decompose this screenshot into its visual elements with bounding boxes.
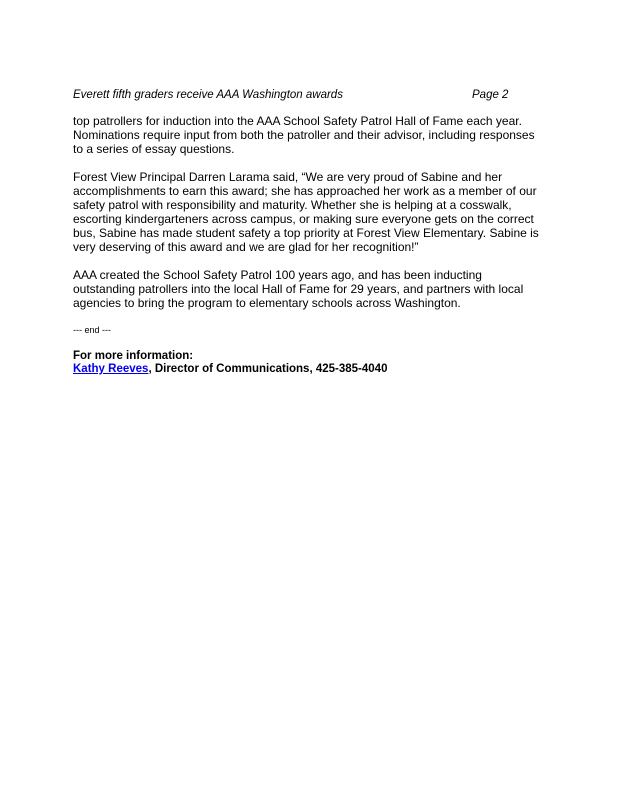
text-line: Nominations require input from both the patroller and their advisor, including responses <box>73 128 535 142</box>
end-marker: --- end --- <box>73 325 111 335</box>
text-line: agencies to bring the program to elementary schools across Washington. <box>73 296 461 310</box>
text-line: to a series of essay questions. <box>73 142 235 156</box>
text-line: accomplishments to earn this award; she has approached her work as a member of our <box>73 184 537 198</box>
text-line: AAA created the School Safety Patrol 100 years ago, and has been inducting <box>73 268 482 282</box>
paragraph-aaa-history <box>73 268 563 310</box>
text-line: outstanding patrollers into the local Hall of Fame for 29 years, and partners with local <box>73 282 524 296</box>
paragraph-nominations <box>73 114 563 156</box>
contact-line <box>73 363 563 376</box>
page-number: Page 2 <box>472 89 509 101</box>
paragraph-principal-quote <box>73 170 563 254</box>
header-title: Everett fifth graders receive AAA Washington awards <box>73 89 343 101</box>
contact-details: , Director of Communications, 425-385-4040 <box>148 363 388 375</box>
text-line: Forest View Principal Darren Larama said, “We are very proud of Sabine and her <box>73 170 503 184</box>
text-line: top patrollers for induction into the AAA School Safety Patrol Hall of Fame each year. <box>73 114 522 128</box>
text-line: very deserving of this award and we are glad for her recognition!” <box>73 240 419 254</box>
text-line: escorting kindergarteners across campus, or making sure everyone gets on the correct <box>73 212 534 226</box>
document-body <box>73 114 563 376</box>
contact-block <box>73 350 563 376</box>
text-line: bus, Sabine has made student safety a top priority at Forest View Elementary. Sabine is <box>73 226 539 240</box>
contact-name-link[interactable]: Kathy Reeves <box>73 363 149 375</box>
text-line: safety patrol with responsibility and maturity. Whether she is helping at a cosswalk, <box>73 198 512 212</box>
contact-heading: For more information: <box>73 350 194 362</box>
